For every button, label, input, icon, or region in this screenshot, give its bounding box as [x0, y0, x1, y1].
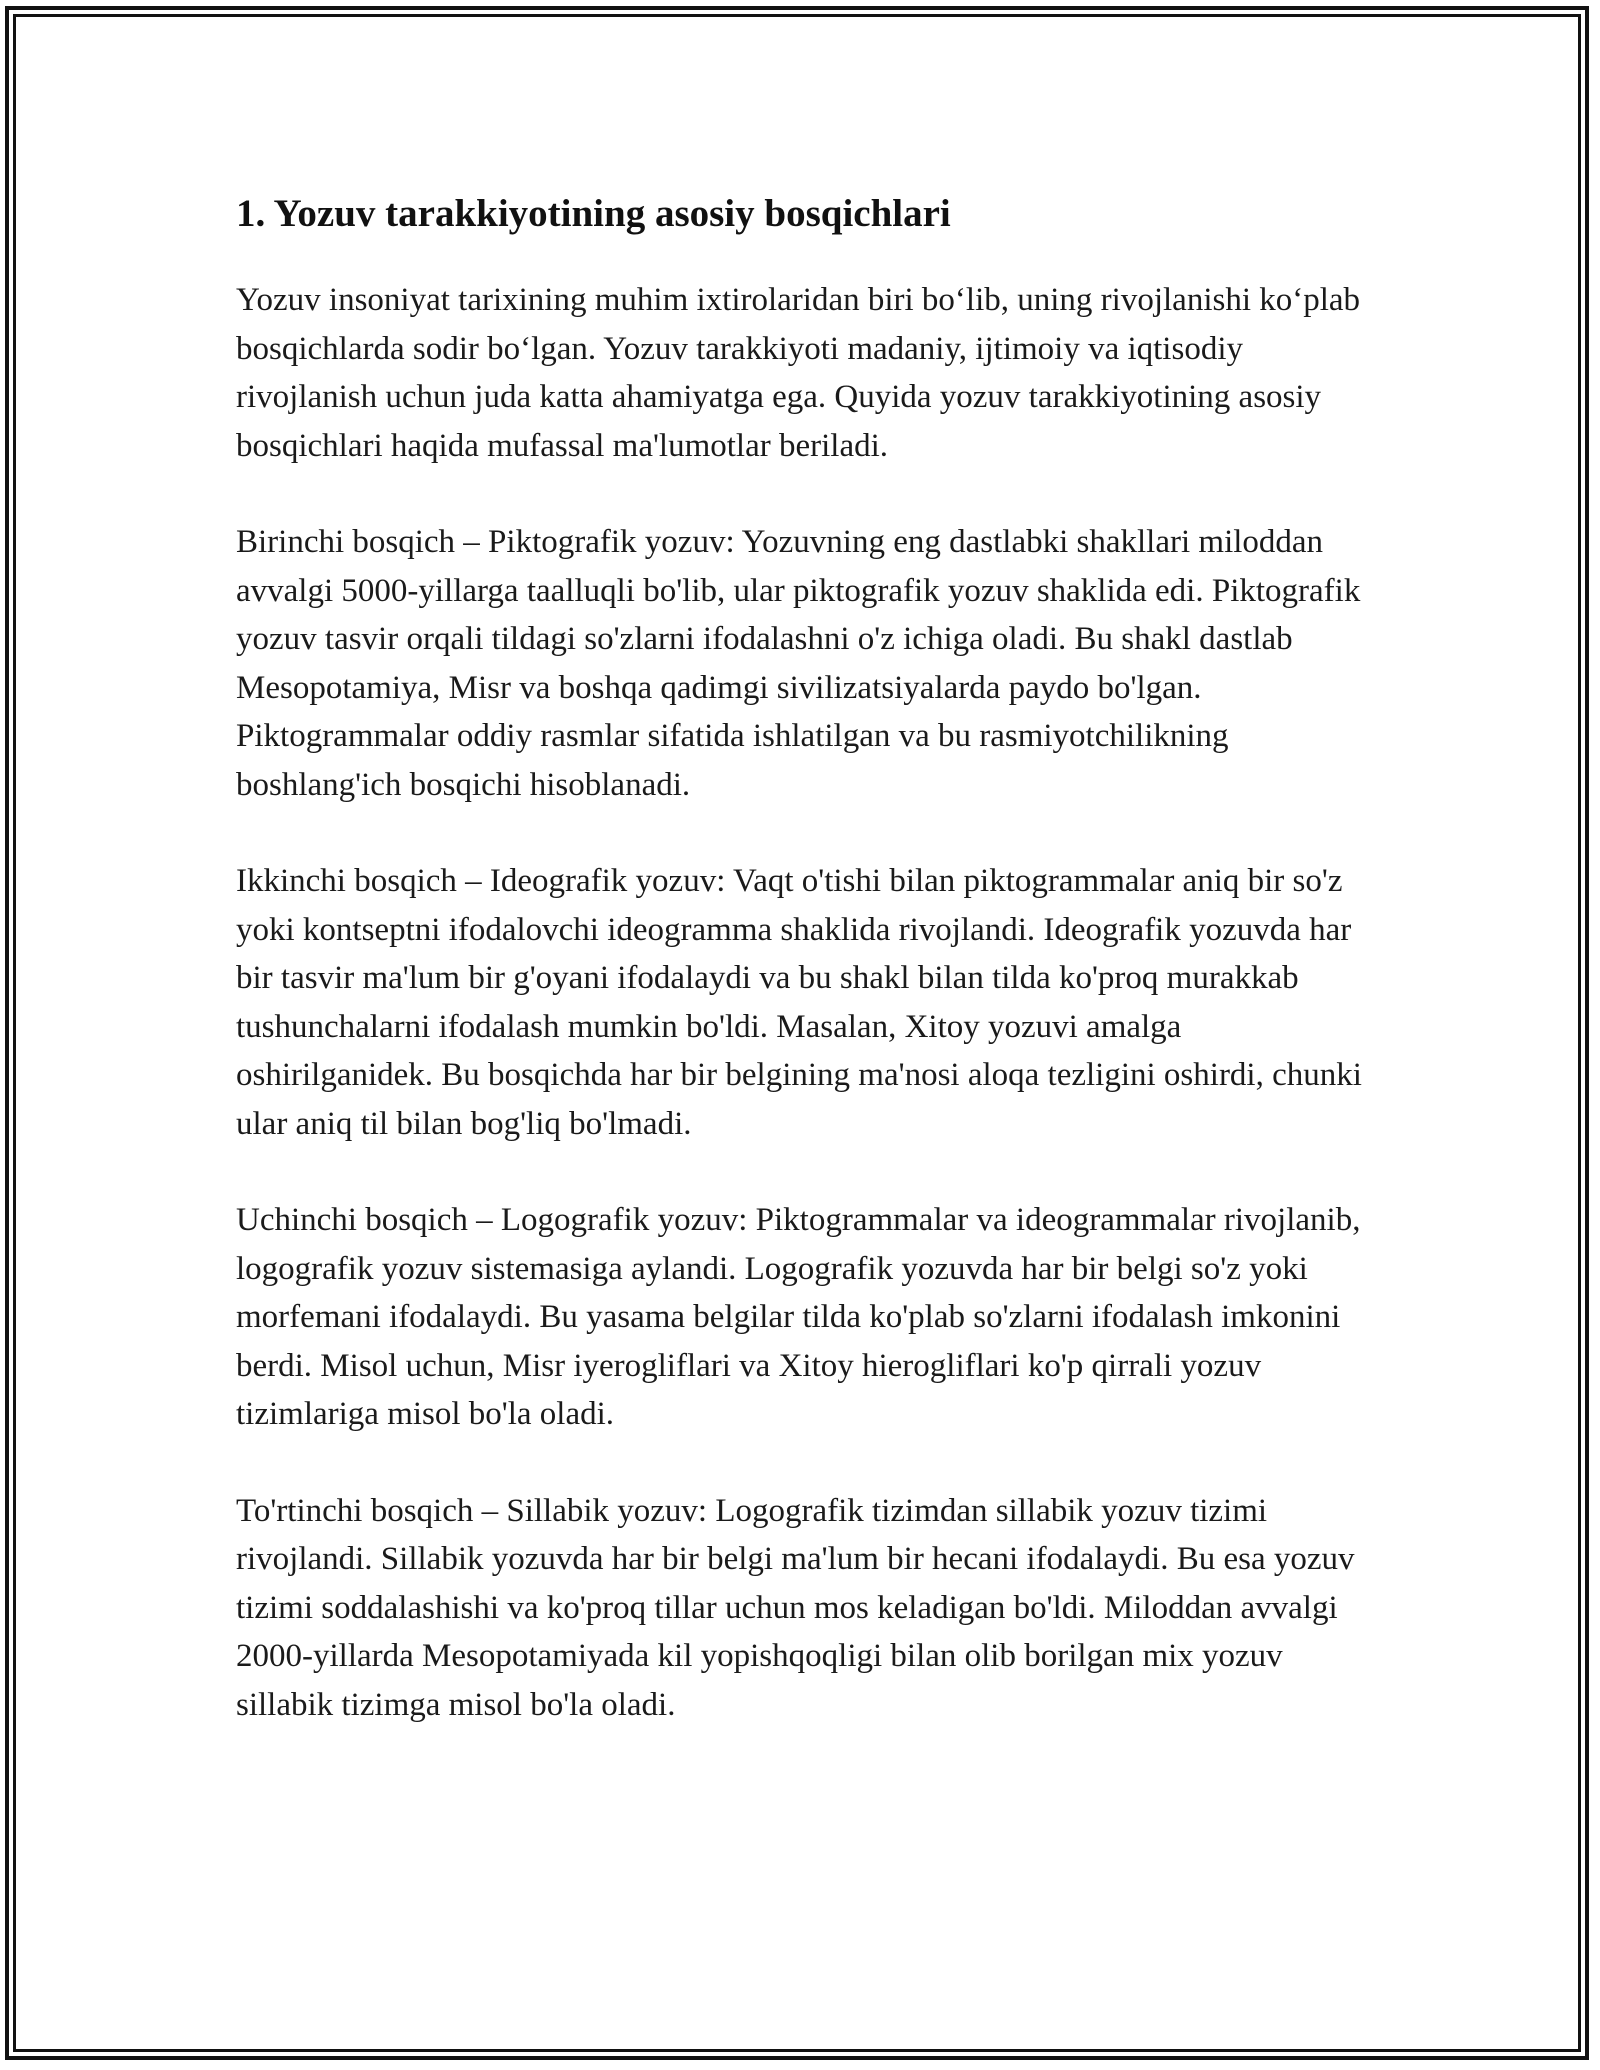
- paragraph-intro: Yozuv insoniyat tarixining muhim ixtirolaridan biri bo‘lib, uning rivojlanishi ko‘plab bosqichlarda sodir bo‘lgan. Yozuv tarakkiyoti madaniy, ijtimoiy va iqtisodiy rivojlanish uchun juda katta ahamiyatga ega. Quyida yozuv tarakkiyotining asosiy bosqichlari haqida mufassal ma'lumotlar beriladi.: [236, 282, 1361, 464]
- paragraph-ideographic: Ikkinchi bosqich – Ideografik yozuv: Vaqt o'tishi bilan piktogrammalar aniq bir so'z yoki kontseptni ifodalovchi ideogramma shaklida rivojlandi. Ideografik yozuvda har bir tasvir ma'lum bir g'oyani ifodalaydi va bu shakl bilan tilda ko'proq murakkab tushunchalarni ifodalash mumkin bo'ldi. Masalan, Xitoy yozuvi amalga oshirilganidek. Bu bosqichda har bir belgining ma'nosi aloqa tezligini oshirdi, chunki ular aniq til bilan bog'liq bo'lmadi.: [236, 863, 1362, 1142]
- paragraph-logographic: Uchinchi bosqich – Logografik yozuv: Piktogrammalar va ideogrammalar rivojlanib, logografik yozuv sistemasiga aylandi. Logografik yozuvda har bir belgi so'z yoki morfemani ifodalaydi. Bu yasama belgilar tilda ko'plab so'zlarni ifodalash imkonini berdi. Misol uchun, Misr iyerogliflari va Xitoy hierogliflari ko'p qirrali yozuv tizimlariga misol bo'la oladi.: [236, 1202, 1361, 1432]
- document-body: [236, 186, 1376, 1777]
- paragraph-syllabic: To'rtinchi bosqich – Sillabik yozuv: Logografik tizimdan sillabik yozuv tizimi rivojlandi. Sillabik yozuvda har bir belgi ma'lum bir hecani ifodalaydi. Bu esa yozuv tizimi soddalashishi va ko'proq tillar uchun mos keladigan bo'ldi. Miloddan avvalgi 2000-yillarda Mesopotamiyada kil yopishqoqligi bilan olib borilgan mix yozuv sillabik tizimga misol bo'la oladi.: [236, 1492, 1355, 1723]
- paragraph-pictographic: Birinchi bosqich – Piktografik yozuv: Yozuvning eng dastlabki shakllari miloddan avvalgi 5000-yillarga taalluqli bo'lib, ular piktografik yozuv shaklida edi. Piktografik yozuv tasvir orqali tildagi so'zlarni ifodalashni o'z ichiga oladi. Bu shakl dastlab Mesopotamiya, Misr va boshqa qadimgi sivilizatsiyalarda paydo bo'lgan. Piktogrammalar oddiy rasmlar sifatida ishlatilgan va bu rasmiyotchilikning boshlang'ich bosqichi hisoblanadi.: [236, 524, 1361, 803]
- section-title: 1. Yozuv tarakkiyotining asosiy bosqichlari: [236, 192, 951, 235]
